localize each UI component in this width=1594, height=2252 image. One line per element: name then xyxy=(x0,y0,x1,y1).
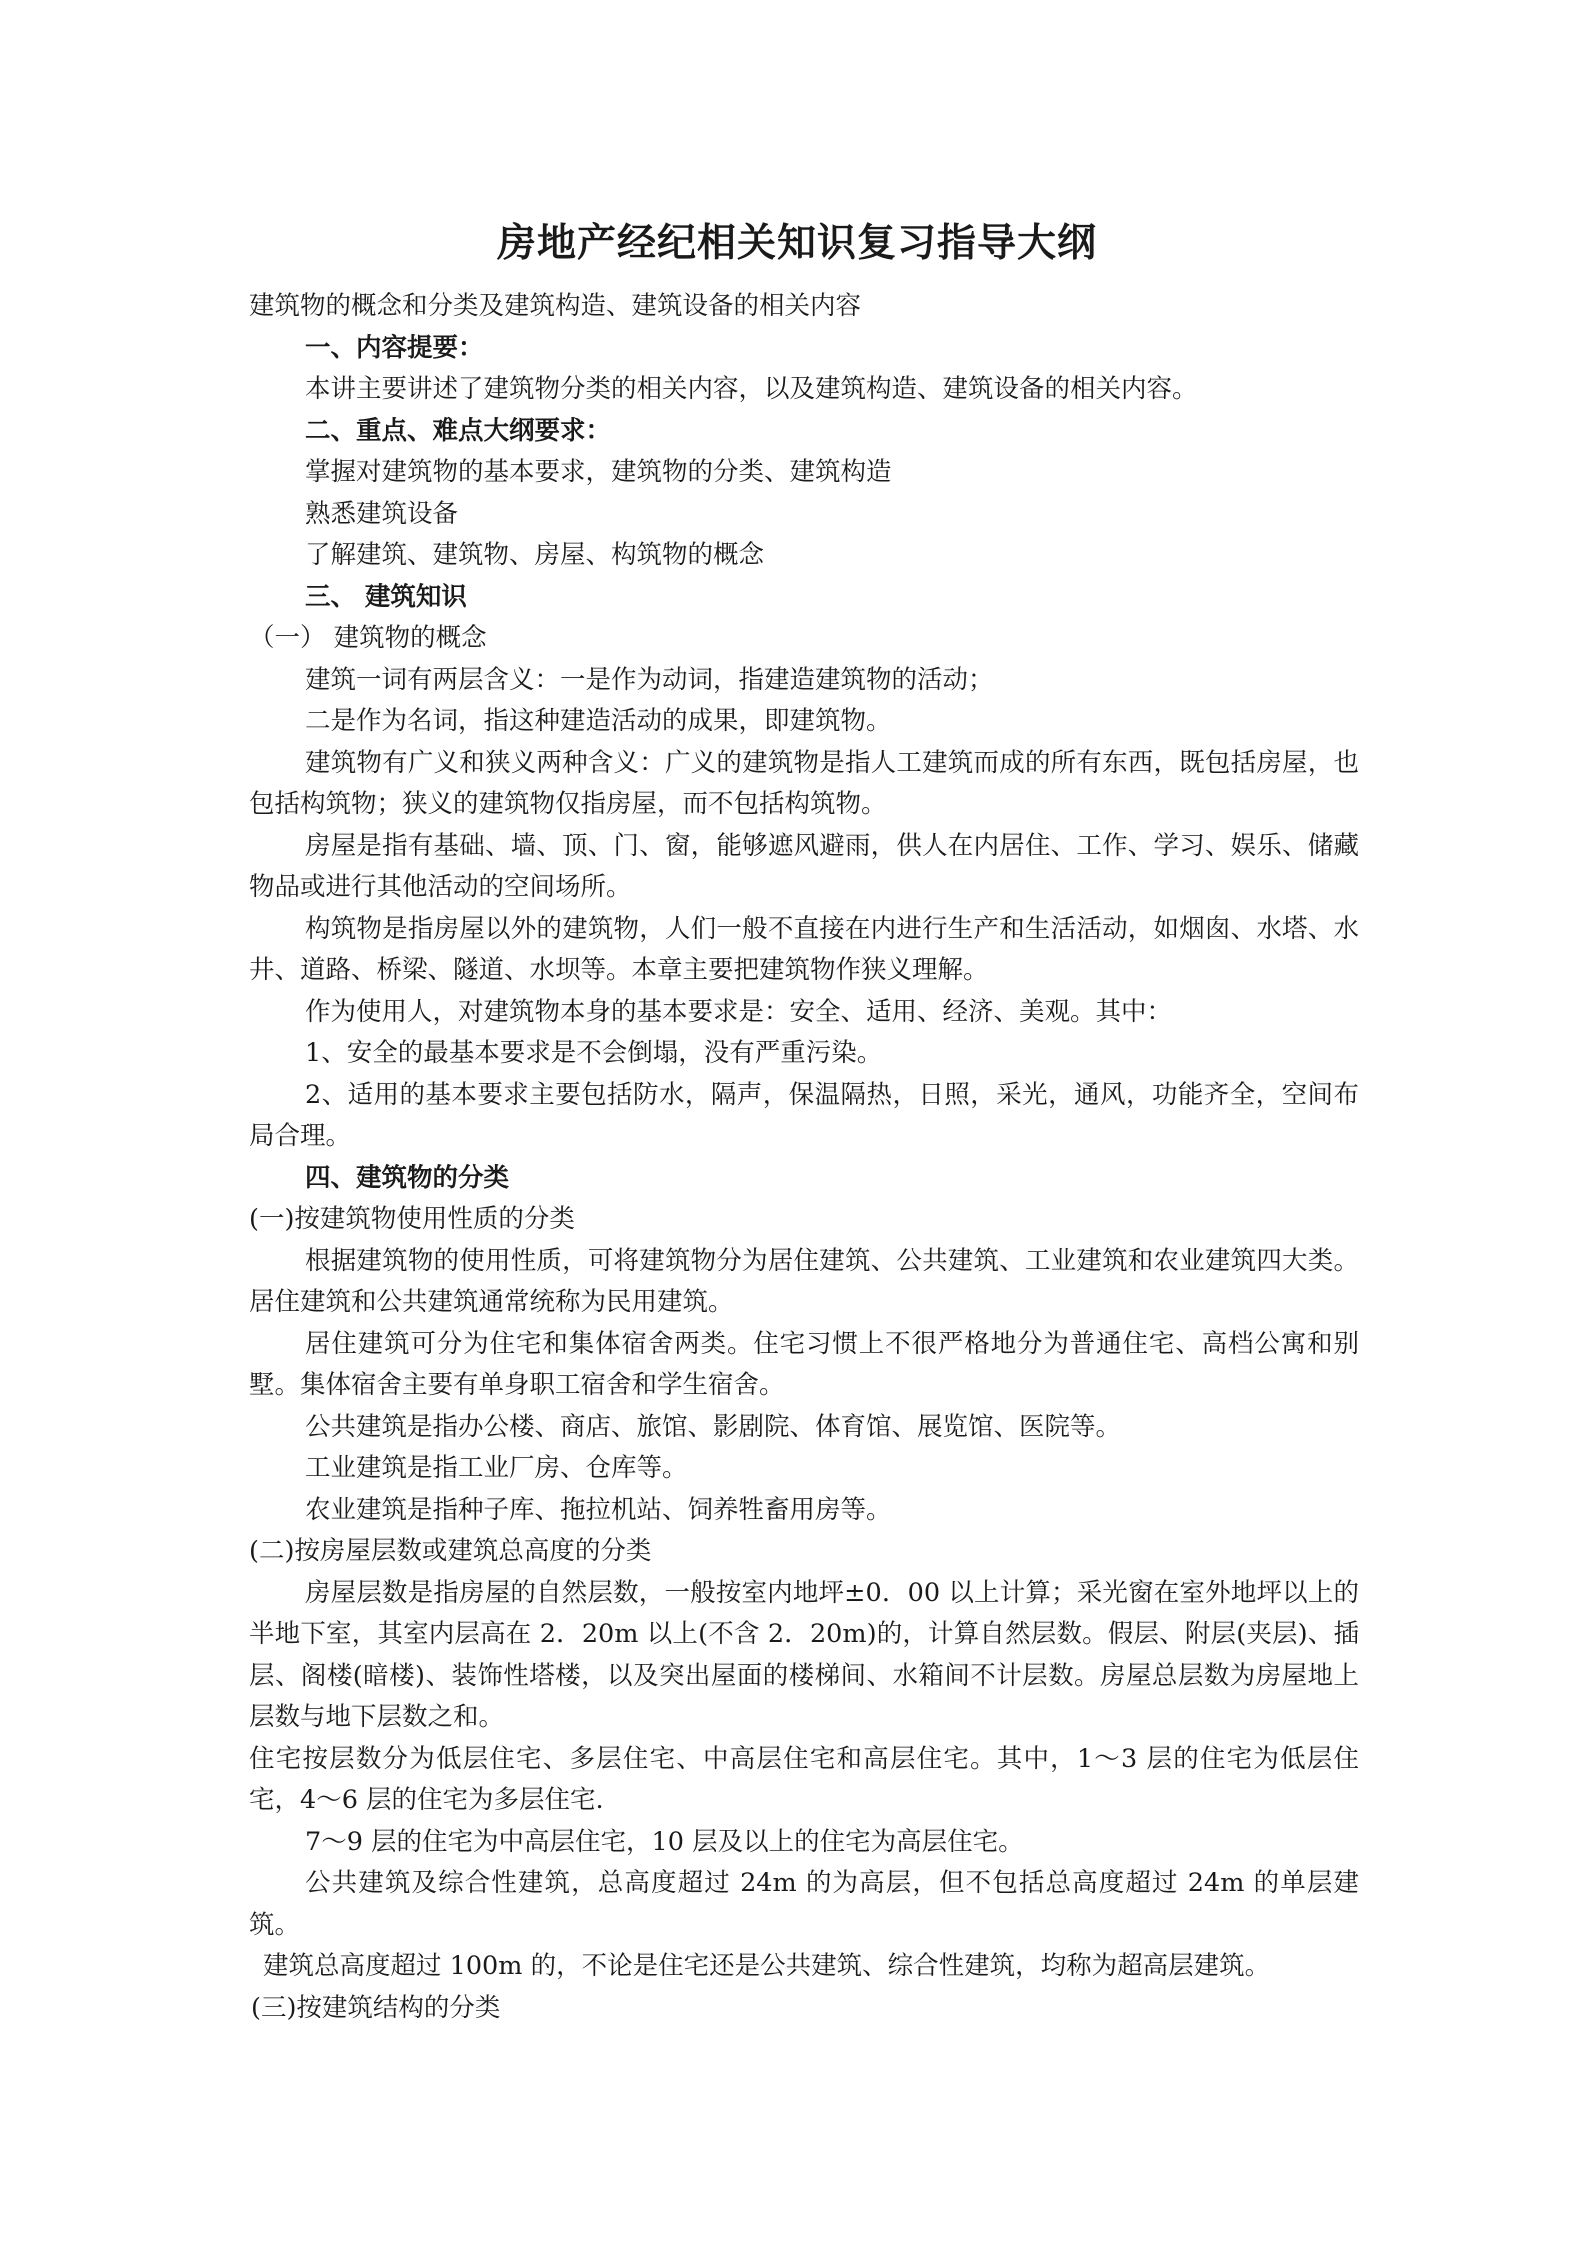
paragraph: 公共建筑是指办公楼、商店、旅馆、影剧院、体育馆、展览馆、医院等。 xyxy=(305,1411,1122,1442)
paragraph: 2、适用的基本要求主要包括防水，隔声，保温隔热，日照，采光，通风，功能齐全，空间布局合理。 xyxy=(249,1079,1359,1151)
section-heading: 四、建筑物的分类 xyxy=(305,1162,510,1193)
paragraph: (二)按房屋层数或建筑总高度的分类 xyxy=(249,1536,652,1566)
paragraph: 作为使用人，对建筑物本身的基本要求是：安全、适用、经济、美观。其中： xyxy=(305,996,1173,1027)
paragraph: 了解建筑、建筑物、房屋、构筑物的概念 xyxy=(305,540,765,570)
paragraph: 建筑物有广义和狭义两种含义：广义的建筑物是指人工建筑而成的所有东西，既包括房屋，也包括构筑物；狭义的建筑物仅指房屋，而不包括构筑物。 xyxy=(249,747,1359,819)
paragraph: 熟悉建筑设备 xyxy=(305,498,459,529)
paragraph: 工业建筑是指工业厂房、仓库等。 xyxy=(305,1453,688,1483)
paragraph: (一)按建筑物使用性质的分类 xyxy=(249,1204,575,1234)
paragraph: 居住建筑可分为住宅和集体宿舍两类。住宅习惯上不很严格地分为普通住宅、高档公寓和别墅。集体宿舍主要有单身职工宿舍和学生宿舍。 xyxy=(249,1328,1359,1400)
paragraph: （一） 建筑物的概念 xyxy=(249,623,487,653)
document-body xyxy=(249,286,1359,2029)
paragraph: 1、安全的最基本要求是不会倒塌，没有严重污染。 xyxy=(305,1038,883,1068)
paragraph: 住宅按层数分为低层住宅、多层住宅、中高层住宅和高层住宅。其中，1～3 层的住宅为低层住宅，4～6 层的住宅为多层住宅. xyxy=(249,1743,1359,1815)
paragraph: 构筑物是指房屋以外的建筑物，人们一般不直接在内进行生产和生活活动，如烟囱、水塔、水井、道路、桥梁、隧道、水坝等。本章主要把建筑物作狭义理解。 xyxy=(249,913,1359,985)
paragraph: 农业建筑是指种子库、拖拉机站、饲养牲畜用房等。 xyxy=(305,1494,892,1525)
paragraph: 掌握对建筑物的基本要求，建筑物的分类、建筑构造 xyxy=(305,457,892,487)
paragraph: 根据建筑物的使用性质，可将建筑物分为居住建筑、公共建筑、工业建筑和农业建筑四大类。居住建筑和公共建筑通常统称为民用建筑。 xyxy=(249,1245,1359,1317)
section-heading: 一、内容提要： xyxy=(305,332,484,363)
section-heading: 三、 建筑知识 xyxy=(305,581,467,612)
paragraph: 房屋层数是指房屋的自然层数，一般按室内地坪±0．00 以上计算；采光窗在室外地坪以上的半地下室，其室内层高在 2．20m 以上(不含 2．20m)的，计算自然层数。假层、附层(夹层)、插层、阁楼(暗楼)、装饰性塔楼，以及突出屋面的楼梯间、水箱间不计层数。房屋总层数为房屋地上层数与地下层数之和。 xyxy=(249,1577,1359,1732)
paragraph: (三)按建筑结构的分类 xyxy=(251,1992,501,2023)
paragraph: 建筑物的概念和分类及建筑构造、建筑设备的相关内容 xyxy=(249,291,862,321)
paragraph: 房屋是指有基础、墙、顶、门、窗，能够遮风避雨，供人在内居住、工作、学习、娱乐、储藏物品或进行其他活动的空间场所。 xyxy=(249,830,1359,902)
document-title: 房地产经纪相关知识复习指导大纲 xyxy=(496,220,1097,266)
paragraph: 7～9 层的住宅为中高层住宅，10 层及以上的住宅为高层住宅。 xyxy=(305,1826,1024,1857)
section-heading: 二、重点、难点大纲要求： xyxy=(305,415,612,446)
paragraph: 建筑一词有两层含义：一是作为动词，指建造建筑物的活动； xyxy=(305,664,994,695)
paragraph: 本讲主要讲述了建筑物分类的相关内容，以及建筑构造、建筑设备的相关内容。 xyxy=(305,374,1198,404)
paragraph: 建筑总高度超过 100m 的，不论是住宅还是公共建筑、综合性建筑，均称为超高层建筑。 xyxy=(263,1951,1271,1981)
paragraph: 二是作为名词，指这种建造活动的成果，即建筑物。 xyxy=(305,706,892,736)
paragraph: 公共建筑及综合性建筑，总高度超过 24m 的为高层，但不包括总高度超过 24m 的单层建筑。 xyxy=(249,1868,1359,1940)
